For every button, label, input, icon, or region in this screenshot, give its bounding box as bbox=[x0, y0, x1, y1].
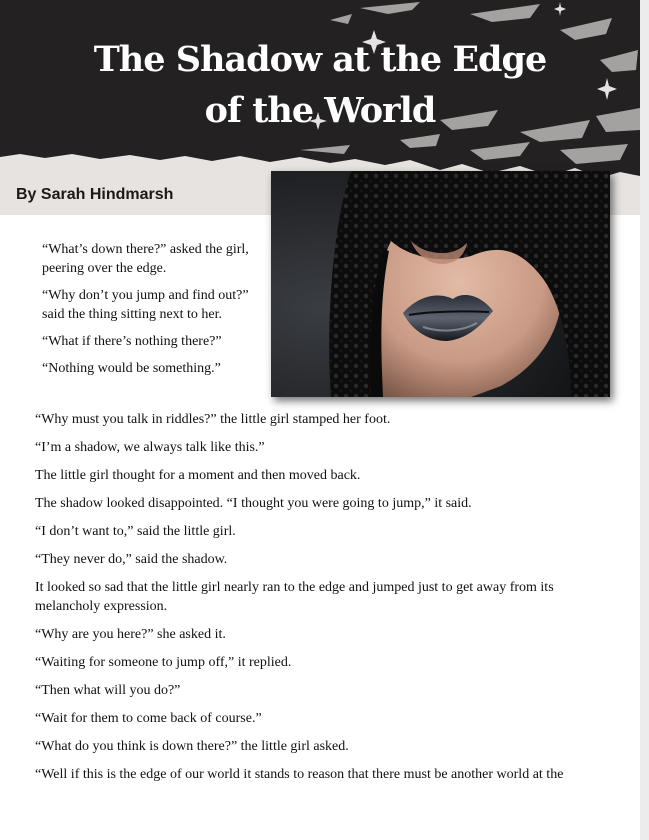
author-byline: By Sarah Hindmarsh bbox=[16, 186, 174, 203]
story-paragraph: “Waiting for someone to jump off,” it replied. bbox=[35, 655, 292, 670]
story-paragraph: The shadow looked disappointed. “I thought you were going to jump,” it said. bbox=[35, 496, 472, 511]
title-line-1: The Shadow at the Edge bbox=[93, 39, 547, 80]
page-edge bbox=[640, 0, 649, 840]
story-paragraph: “Well if this is the edge of our world it stands to reason that there must be another world at the bbox=[35, 767, 564, 782]
story-paragraph: “What’s down there?” asked the girl, peering over the edge. bbox=[42, 242, 249, 276]
story-paragraph: “What do you think is down there?” the little girl asked. bbox=[35, 739, 349, 754]
intro-column bbox=[42, 240, 257, 386]
title-line-2: of the World bbox=[204, 90, 436, 131]
story-paragraph: “They never do,” said the shadow. bbox=[35, 552, 228, 567]
story-paragraph: “I’m a shadow, we always talk like this.” bbox=[35, 440, 265, 455]
story-paragraph: It looked so sad that the little girl nearly ran to the edge and jumped just to get away from its melancholy expression. bbox=[35, 580, 554, 614]
story-paragraph: “I don’t want to,” said the little girl. bbox=[35, 524, 236, 539]
story-paragraph: “Nothing would be something.” bbox=[42, 361, 221, 376]
story-paragraph: “Why are you here?” she asked it. bbox=[35, 627, 226, 642]
article-title bbox=[60, 34, 580, 136]
story-paragraph: “Why must you talk in riddles?” the little girl stamped her foot. bbox=[35, 412, 391, 427]
story-paragraph: “Wait for them to come back of course.” bbox=[35, 711, 262, 726]
story-body bbox=[35, 410, 605, 793]
story-paragraph: “Then what will you do?” bbox=[35, 683, 181, 698]
story-paragraph: The little girl thought for a moment and then moved back. bbox=[35, 468, 361, 483]
story-paragraph: “What if there’s nothing there?” bbox=[42, 334, 222, 349]
story-paragraph: “Why don’t you jump and find out?” said the thing sitting next to her. bbox=[42, 288, 249, 322]
article-photo bbox=[271, 171, 610, 397]
